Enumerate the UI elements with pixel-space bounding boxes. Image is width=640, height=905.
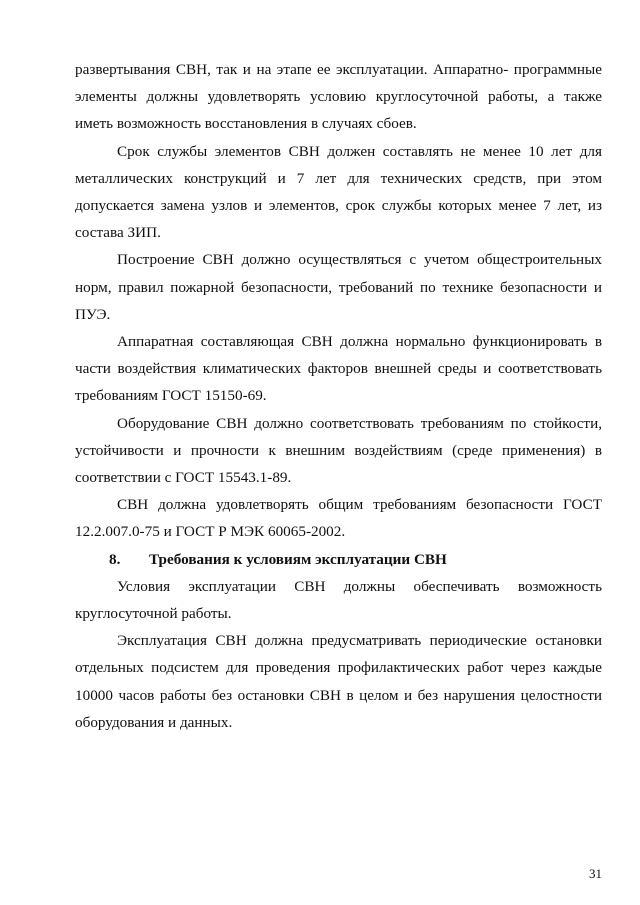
paragraph-safety-requirements: СВН должна удовлетворять общим требованиям безопасности ГОСТ 12.2.007.0-75 и ГОСТ Р МЭК 60065-2002. (75, 496, 602, 541)
paragraph-continuation: развертывания СВН, так и на этапе ее эксплуатации. Аппаратно- программные элементы должны удовлетворять условию круглосуточной работы, а также иметь возможность восстановления в случаях сбоев. (75, 61, 602, 133)
paragraph-climatic-factors: Аппаратная составляющая СВН должна нормально функционировать в части воздействия климатических факторов внешней среды и соответствовать требованиям ГОСТ 15150-69. (75, 333, 602, 405)
paragraph-service-life: Срок службы элементов СВН должен составлять не менее 10 лет для металлических конструкций и 7 лет для технических средств, при этом допускается замена узлов и элементов, срок службы которых менее 7 лет, из состава ЗИП. (75, 142, 602, 242)
paragraph-construction-norms: Построение СВН должно осуществляться с учетом общестроительных норм, правил пожарной безопасности, требований по технике безопасности и ПУЭ. (75, 251, 602, 323)
paragraph-maintenance-stops: Эксплуатация СВН должна предусматривать периодические остановки отдельных подсистем для проведения профилактических работ через каждые 10000 часов работы без остановки СВН в целом и без нарушения целостности оборудования и данных. (75, 632, 602, 731)
paragraph-equipment-resistance: Оборудование СВН должно соответствовать требованиям по стойкости, устойчивости и прочности к внешним воздействиям (среде применения) в соответствии с ГОСТ 15543.1-89. (75, 414, 602, 487)
document-page (75, 56, 602, 736)
section-heading (75, 546, 602, 573)
paragraph-operating-conditions: Условия эксплуатации СВН должны обеспечивать возможность круглосуточной работы. (75, 577, 602, 623)
section-title: Требования к условиям эксплуатации СВН (149, 550, 447, 568)
section-number: 8. (109, 550, 121, 568)
page-number: 31 (589, 866, 602, 881)
